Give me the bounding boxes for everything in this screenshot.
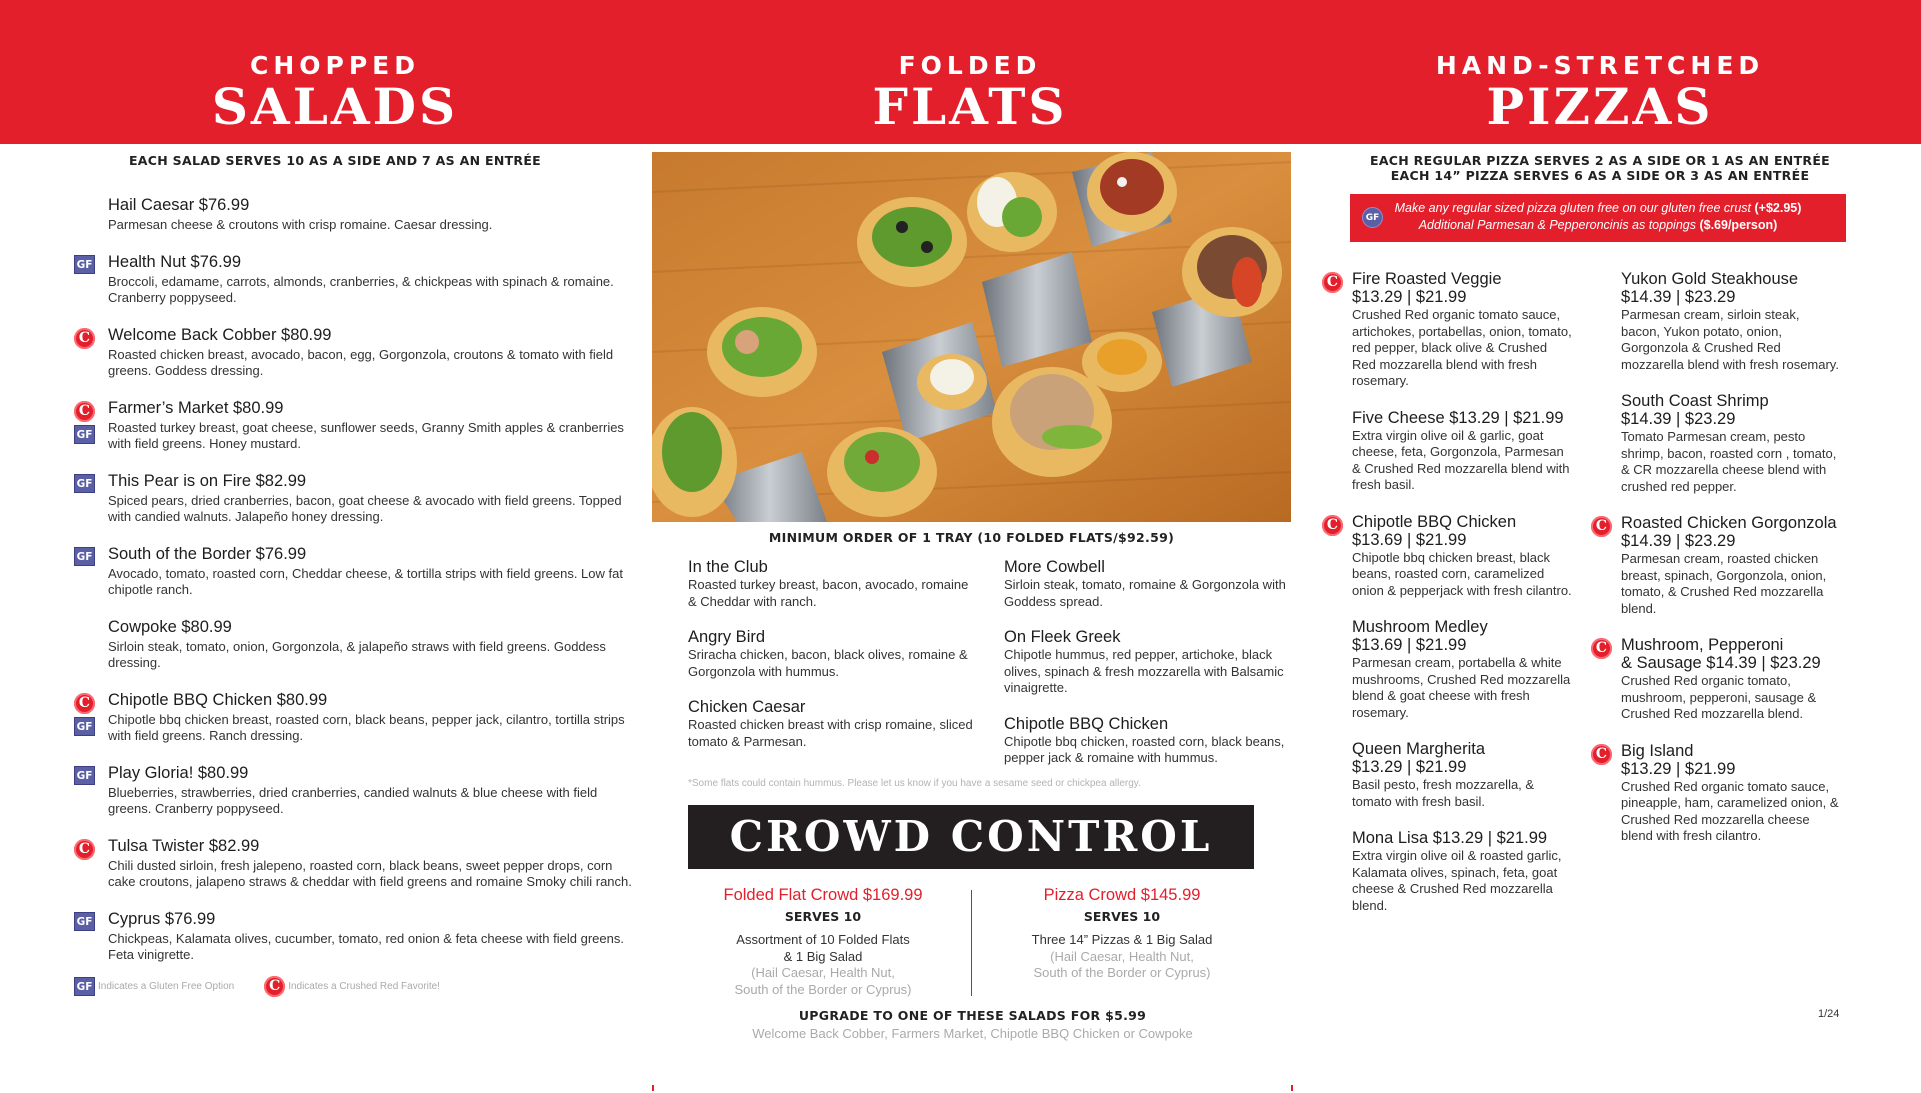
badges [74,912,96,934]
pizza-price: $14.39 | $23.29 [1621,410,1736,428]
flat-name: Angry Bird [688,628,766,646]
salad-description: Roasted chicken breast, avocado, bacon, egg, Gorgonzola, croutons & tomato with field greens. Goddess dressing. [108,346,614,378]
flats-left-column [688,558,978,768]
pizza-item [1322,409,1572,494]
pizza-description: Crushed Red organic tomato sauce, artichokes, portabellas, onion, tomato, red pepper, black olive & Crushed Red mozzarella blend with fresh rosemary. [1352,307,1572,388]
trim-mark [652,1085,654,1091]
salad-item [74,910,634,964]
legend [74,976,574,997]
pizza-item [1322,829,1572,914]
pizza-name: Big Island [1621,741,1694,760]
badges [74,474,96,496]
crowd-right-serves: SERVES 10 [1083,909,1161,924]
gluten-free-banner [1350,194,1846,242]
flat-description: Roasted turkey breast, bacon, avocado, romaine & Cheddar with ranch. [688,577,969,609]
gluten-free-badge-icon: GF [74,977,95,996]
salad-description: Roasted turkey breast, goat cheese, sunflower seeds, Granny Smith apples & cranberries with field greens. Honey mustard. [108,419,624,451]
crowd-left-options [683,965,963,998]
salad-description: Avocado, tomato, roasted corn, Cheddar cheese, & tortilla strips with field greens. Low fat chipotle ranch. [108,565,623,597]
pizza-name: Fire Roasted Veggie [1352,270,1502,288]
pizzas-left-column [1322,270,1572,933]
crowd-divider [971,890,972,996]
pizza-item [1322,740,1572,810]
gluten-free-badge-icon: GF [74,766,95,785]
pizzas-kicker: HAND-STRETCHED [1435,51,1765,80]
pizza-price: $14.39 | $23.29 [1621,532,1736,550]
pizza-description: Crushed Red organic tomato sauce, pineapple, ham, caramelized onion, & Crushed Red mozzarella cheese blend with fresh cilantro. [1621,778,1839,843]
badges [74,328,96,352]
salad-item [74,764,634,818]
upgrade-salad-list: Welcome Back Cobber, Farmers Market, Chipotle BBQ Chicken or Cowpoke [752,1026,1193,1041]
legend-cr-label: Indicates a Crushed Red Favorite! [288,981,440,992]
salad-name: Tulsa Twister $82.99 [108,836,260,855]
gf-banner-line-1 [1350,200,1846,217]
pizza-price: $13.29 | $21.99 [1352,288,1467,306]
crowd-left-serves: SERVES 10 [784,909,862,924]
flat-description: Sriracha chicken, bacon, black olives, romaine & Gorgonzola with hummus. [688,647,968,679]
flat-item [1004,628,1294,697]
pizza-description: Tomato Parmesan cream, pesto shrimp, bacon, roasted corn , tomato, & CR mozzarella cheese blend with crushed red pepper. [1621,429,1837,494]
salad-item [74,253,634,307]
pizza-price: $13.29 | $21.99 [1352,758,1467,776]
flat-description: Chipotle bbq chicken, roasted corn, black beans, pepper jack & romaine with hummus. [1004,733,1285,765]
badges [1591,744,1613,768]
pizza-item [1322,270,1572,390]
gf-line-2-price: ($.69/person) [1699,218,1778,232]
pizza-description: Parmesan cream, roasted chicken breast, spinach, Gorgonzola, onion, tomato, & Crushed Red mozzarella blend. [1621,551,1827,616]
flat-name: Chipotle BBQ Chicken [1004,714,1169,733]
pizzas-serving-line: EACH 14” PIZZA SERVES 6 AS A SIDE OR 3 AS AN ENTRÉE [1390,168,1810,183]
salads-header [180,52,490,134]
pizzas-serving-line: EACH REGULAR PIZZA SERVES 2 AS A SIDE OR 1 AS AN ENTRÉE [1369,153,1830,168]
salad-description: Parmesan cheese & croutons with crisp romaine. Caesar dressing. [108,217,493,232]
flat-name: More Cowbell [1004,558,1105,576]
crowd-left-desc [683,932,963,965]
gluten-free-badge-icon: GF [74,425,95,444]
salads-list [74,196,634,983]
flat-item [1004,558,1294,610]
pizza-item [1591,392,1841,495]
upgrade-offer: UPGRADE TO ONE OF THESE SALADS FOR $5.99 [798,1008,1147,1023]
flats-allergy-note: *Some flats could contain hummus. Please let us know if you have a sesame seed or chickpea allergy. [688,778,1141,789]
crushed-red-favorite-icon: C [74,693,95,714]
crushed-red-favorite-icon: C [74,839,95,860]
badges [74,839,96,863]
salad-item [74,196,634,234]
salads-kicker: CHOPPED [250,51,420,80]
gluten-free-badge-icon: GF [74,255,95,274]
salad-description: Chickpeas, Kalamata olives, cucumber, tomato, red onion & feta cheese with field greens. Feta vinigrette. [108,930,624,962]
crowd-left-desc-line: Assortment of 10 Folded Flats [736,932,910,947]
legend-cr [264,976,440,997]
pizza-price: $14.39 | $23.29 [1621,288,1736,306]
salads-title: SALADS [211,77,459,136]
pizza-price: & Sausage $14.39 | $23.29 [1621,654,1821,672]
badges [1591,638,1613,662]
pizza-item [1322,513,1572,600]
pizza-name: Mushroom, Pepperoni [1621,636,1784,654]
pizza-item [1591,742,1841,845]
pizzas-right-column [1591,270,1841,864]
crushed-red-favorite-icon: C [74,328,95,349]
crushed-red-favorite-icon: C [1322,272,1343,293]
crushed-red-favorite-icon: C [74,401,95,422]
pizza-description: Parmesan cream, portabella & white mushrooms, Crushed Red mozzarella blend & goat cheese with fresh rosemary. [1352,655,1571,720]
pizza-name: Queen Margherita [1352,740,1485,758]
crowd-control-title: CROWD CONTROL [688,805,1254,869]
badges [74,547,96,569]
salad-name: Farmer’s Market $80.99 [108,398,284,417]
gf-line-1-text: Make any regular sized pizza gluten free on our gluten free crust [1394,201,1752,215]
folded-flats-illustration [652,152,1291,522]
pizza-description: Extra virgin olive oil & roasted garlic, Kalamata olives, spinach, feta, goat cheese & Crushed Red mozzarella blend. [1352,848,1562,913]
pizza-item [1591,514,1841,617]
pizza-name: South Coast Shrimp [1621,392,1769,410]
gf-line-2-text: Additional Parmesan & Pepperoncinis as toppings [1418,218,1696,232]
salad-item [74,326,634,380]
gluten-free-circle-icon: GF [1362,207,1383,228]
pizza-description: Chipotle bbq chicken breast, black beans, roasted corn, caramelized onion & pepperjack with fresh cilantro. [1352,549,1572,598]
salad-description: Sirloin steak, tomato, onion, Gorgonzola, & jalapeño straws with field greens. Goddess dressing. [108,638,606,670]
salad-description: Chili dusted sirloin, fresh jalepeno, roasted corn, black beans, sweet pepper drops, corn cake croutons, jalapeno straws & cheddar with field greens and romaine Smoky chili ranch. [108,857,632,889]
pizza-description: Parmesan cream, sirloin steak, bacon, Yukon potato, onion, Gorgonzola & Crushed Red mozzarella blend with fresh rosemary. [1621,307,1839,372]
crushed-red-favorite-icon: C [1591,516,1612,537]
flats-minimum-order: MINIMUM ORDER OF 1 TRAY (10 FOLDED FLATS/$92.59) [768,530,1175,545]
gluten-free-badge-icon: GF [74,547,95,566]
pizza-name: Roasted Chicken Gorgonzola [1621,514,1837,532]
flat-description: Chipotle hummus, red pepper, artichoke, black olives, spinach & fresh mozzarella with Balsamic vinaigrette. [1004,647,1284,695]
badges [74,255,96,277]
flat-name: Chicken Caesar [688,698,806,716]
salad-name: Cyprus $76.99 [108,909,216,928]
salad-description: Chipotle bbq chicken breast, roasted corn, black beans, pepper jack, cilantro, tortilla strips with field greens. Ranch dressing. [108,711,625,743]
crushed-red-favorite-icon: C [1322,515,1343,536]
crowd-right-option-line: South of the Border or Cyprus) [1033,965,1211,980]
crowd-right-desc [982,932,1262,949]
pizza-price: $13.69 | $21.99 [1352,636,1467,654]
pizzas-header [1430,52,1770,134]
salad-item [74,837,634,891]
salad-description: Spiced pears, dried cranberries, bacon, goat cheese & avocado with field greens. Topped with candied walnuts. Jalapeño honey dressing. [108,492,622,524]
salad-item [74,691,634,745]
salad-name: Chipotle BBQ Chicken $80.99 [108,690,328,709]
badges [1591,516,1613,540]
pizza-price: $13.29 | $21.99 [1621,759,1736,778]
flat-name: In the Club [688,558,768,576]
gf-line-1-price: (+$2.95) [1754,201,1802,215]
badges [74,401,96,447]
pizza-price: $13.69 | $21.99 [1352,530,1467,549]
flat-item [688,628,978,680]
crushed-red-favorite-icon: C [264,976,285,997]
pizza-name: Five Cheese $13.29 | $21.99 [1352,408,1564,427]
salad-name: South of the Border $76.99 [108,544,307,563]
gluten-free-badge-icon: GF [74,717,95,736]
badges [74,693,96,739]
salad-item [74,618,634,672]
pizzas-serving-note [1340,153,1860,183]
crowd-left-option-line: (Hail Caesar, Health Nut, [751,965,895,980]
salads-serving-note: EACH SALAD SERVES 10 AS A SIDE AND 7 AS AN ENTRÉE [128,153,542,168]
pizza-description: Extra virgin olive oil & garlic, goat cheese, feta, Gorgonzola, Parmesan & Crushed Red mozzarella blend with fresh basil. [1352,427,1570,492]
flats-title: FLATS [872,77,1068,136]
salad-description: Blueberries, strawberries, dried cranberries, candied walnuts & blue cheese with field greens. Cranberry poppyseed. [108,784,598,816]
pizza-name: Mona Lisa $13.29 | $21.99 [1352,829,1548,847]
pizza-item [1591,270,1841,373]
flat-item [688,558,978,610]
badges [1322,272,1344,296]
gf-banner-line-2 [1350,217,1846,234]
flat-item [1004,715,1294,767]
salad-name: Hail Caesar $76.99 [108,196,250,214]
flats-header [840,52,1100,134]
crowd-left-option-line: South of the Border or Cyprus) [734,981,912,997]
flat-description: Sirloin steak, tomato, romaine & Gorgonzola with Goddess spread. [1004,577,1286,609]
pizza-crowd [982,886,1262,982]
flat-item [688,698,978,750]
salad-name: Welcome Back Cobber $80.99 [108,325,332,344]
salad-name: Health Nut $76.99 [108,252,242,271]
badges [74,766,96,788]
pizza-name: Chipotle BBQ Chicken [1352,512,1517,531]
pizza-name: Yukon Gold Steakhouse [1621,270,1799,288]
flats-right-column [1004,558,1294,785]
salad-item [74,472,634,526]
salad-item [74,399,634,453]
crushed-red-favorite-icon: C [1591,744,1612,765]
crowd-right-options [982,949,1262,982]
pizzas-title: PIZZAS [1486,77,1714,136]
salad-name: Play Gloria! $80.99 [108,763,249,782]
trim-mark [1291,1085,1293,1091]
pizza-description: Basil pesto, fresh mozzarella, & tomato with fresh basil. [1352,777,1535,809]
folded-flats-photo [652,152,1291,522]
flats-kicker: FOLDED [898,51,1042,80]
legend-gf-label: Indicates a Gluten Free Option [98,981,235,992]
salad-item [74,545,634,599]
crushed-red-favorite-icon: C [1591,638,1612,659]
flat-name: On Fleek Greek [1004,628,1121,646]
crowd-right-title: Pizza Crowd $145.99 [1043,886,1201,904]
gluten-free-badge-icon: GF [74,912,95,931]
gluten-free-badge-icon: GF [74,474,95,493]
folded-flat-crowd [683,886,963,998]
flat-description: Roasted chicken breast with crisp romaine, sliced tomato & Parmesan. [688,717,973,749]
legend-gf [74,977,234,996]
pizza-item [1322,618,1572,721]
pizza-item [1591,636,1841,723]
salad-name: Cowpoke $80.99 [108,617,232,636]
crowd-left-title: Folded Flat Crowd $169.99 [723,886,923,904]
salad-description: Broccoli, edamame, carrots, almonds, cranberries, & chickpeas with spinach & romaine. Cranberry poppyseed. [108,273,614,305]
crowd-right-option-line: (Hail Caesar, Health Nut, [1050,948,1194,964]
page-number: 1/24 [1818,1008,1840,1020]
pizza-name: Mushroom Medley [1352,618,1488,636]
crowd-left-desc-line: & 1 Big Salad [783,948,863,964]
pizza-description: Crushed Red organic tomato, mushroom, pepperoni, sausage & Crushed Red mozzarella blend. [1621,673,1817,721]
crowd-right-desc-line: Three 14” Pizzas & 1 Big Salad [1031,932,1213,947]
badges [1322,515,1344,539]
salad-name: This Pear is on Fire $82.99 [108,471,307,490]
